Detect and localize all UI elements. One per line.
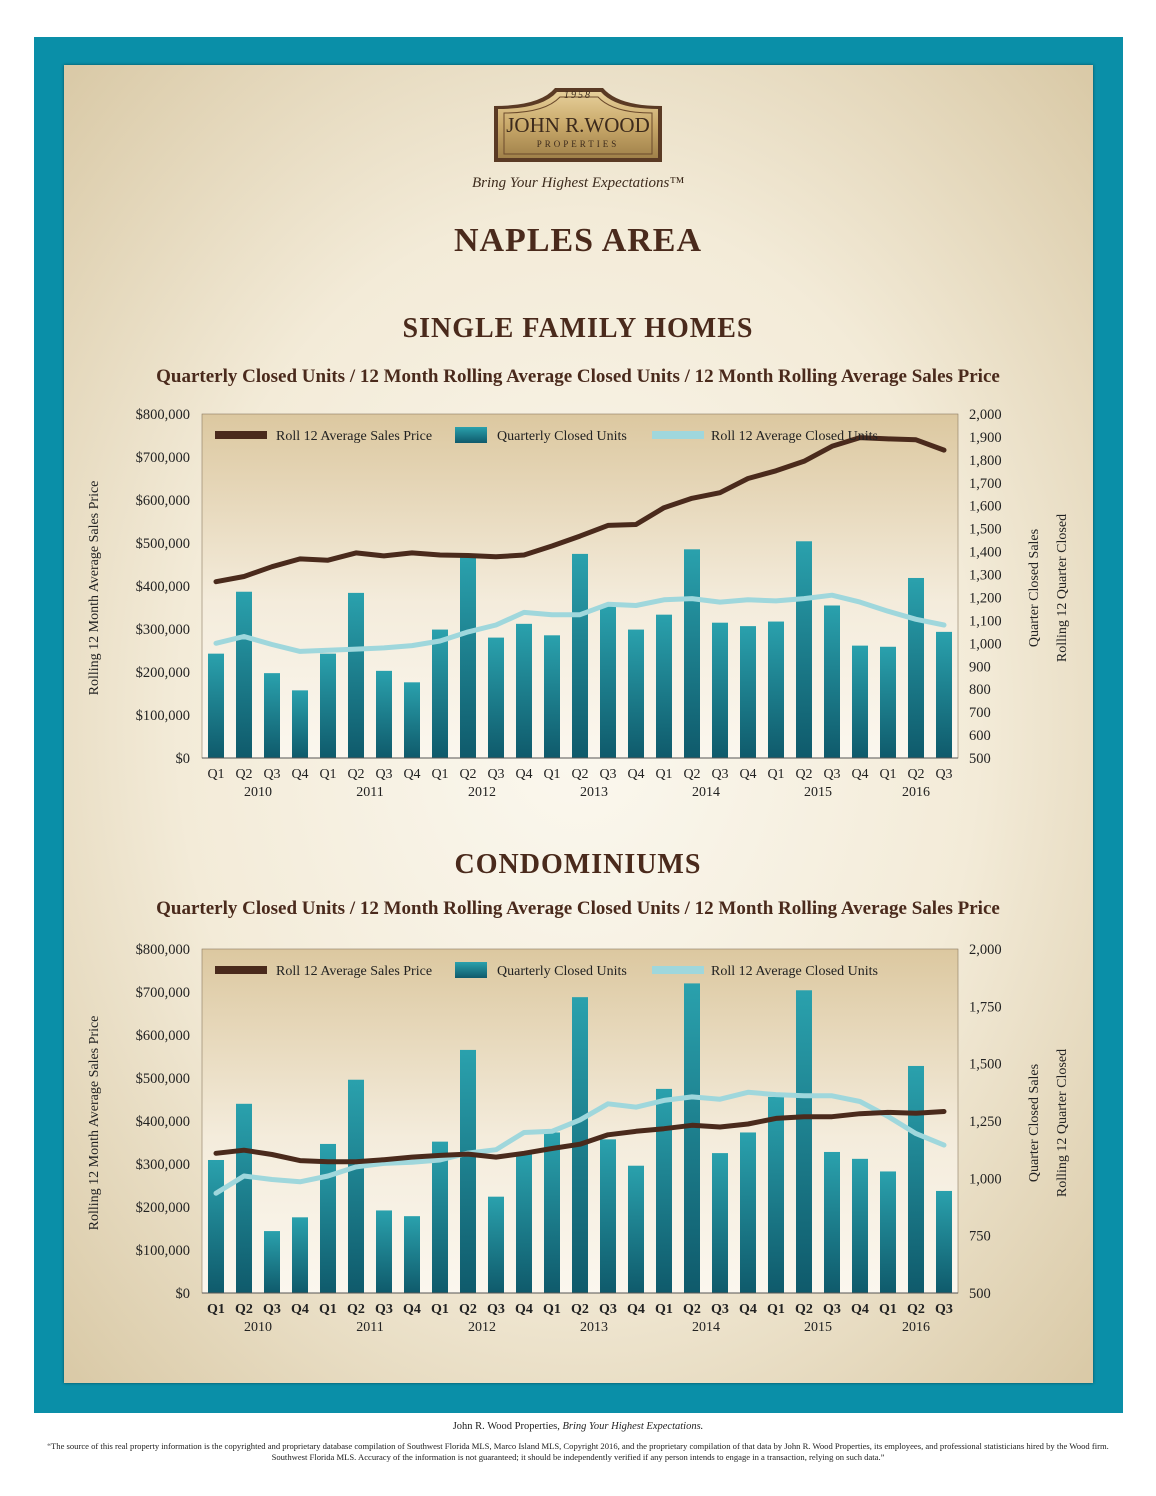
x-tick-quarter: Q4: [739, 1302, 757, 1317]
x-tick-quarter: Q2: [795, 767, 813, 782]
right-tick-label: 1,000: [969, 636, 1002, 653]
x-tick-quarter: Q3: [823, 1302, 841, 1317]
x-tick-year: 2015: [804, 785, 832, 800]
x-tick-quarter: Q3: [935, 1302, 953, 1317]
bar-quarterly-closed-units: [880, 647, 896, 758]
x-tick-quarter: Q4: [739, 767, 757, 782]
left-tick-label: $100,000: [135, 708, 190, 724]
chart-single-family: [0, 400, 1156, 805]
bar-quarterly-closed-units: [488, 1197, 504, 1293]
x-tick-quarter: Q3: [263, 767, 281, 782]
x-tick-quarter: Q2: [683, 1302, 701, 1317]
x-tick-quarter: Q1: [655, 767, 673, 782]
bar-quarterly-closed-units: [376, 671, 392, 758]
tagline: Bring Your Highest Expectations™: [471, 175, 685, 191]
bar-quarterly-closed-units: [796, 541, 812, 758]
bar-quarterly-closed-units: [908, 1066, 924, 1293]
x-tick-quarter: Q3: [599, 767, 617, 782]
left-tick-label: $500,000: [135, 1071, 190, 1087]
x-tick-quarter: Q2: [235, 1302, 253, 1317]
x-tick-quarter: Q2: [459, 767, 477, 782]
x-tick-quarter: Q3: [487, 767, 505, 782]
y-axis-title-right-1: Quarter Closed Sales: [1027, 528, 1042, 648]
x-tick-quarter: Q1: [767, 1302, 785, 1317]
x-tick-year: 2014: [692, 785, 720, 800]
x-tick-quarter: Q2: [571, 767, 589, 782]
bar-quarterly-closed-units: [656, 615, 672, 758]
bar-quarterly-closed-units: [712, 623, 728, 758]
bar-quarterly-closed-units: [432, 630, 448, 758]
bar-quarterly-closed-units: [544, 635, 560, 758]
x-tick-quarter: Q4: [403, 767, 421, 782]
x-tick-quarter: Q2: [907, 1302, 925, 1317]
bar-quarterly-closed-units: [208, 1160, 224, 1293]
x-tick-quarter: Q3: [599, 1302, 617, 1317]
y-axis-title-right-2: Rolling 12 Quarter Closed: [1055, 1048, 1070, 1198]
bar-quarterly-closed-units: [404, 1216, 420, 1293]
y-axis-title-left: Rolling 12 Month Average Sales Price: [87, 1015, 102, 1231]
bar-quarterly-closed-units: [516, 1153, 532, 1293]
x-tick-quarter: Q1: [431, 1302, 449, 1317]
x-tick-quarter: Q2: [235, 767, 253, 782]
x-tick-quarter: Q2: [795, 1302, 813, 1317]
bar-quarterly-closed-units: [320, 654, 336, 758]
bar-quarterly-closed-units: [236, 1104, 252, 1293]
bar-quarterly-closed-units: [852, 1159, 868, 1293]
bar-quarterly-closed-units: [460, 1050, 476, 1293]
right-tick-label: 500: [969, 751, 991, 767]
y-axis-title-left: Rolling 12 Month Average Sales Price: [87, 480, 102, 696]
x-tick-quarter: Q1: [767, 767, 785, 782]
x-tick-quarter: Q1: [879, 767, 897, 782]
footer-disclaimer: “The source of this real property information is the copyrighted and proprietary database compilation of Southwest Florida MLS, Marco Island MLS, Copyright 2016, and the proprietary compilation of that data by John R. Wood Properties, its employees, and professional statisticians hired by the Wood firm. Southwest Florida MLS. Accuracy of the information is not guaranteed; it should be independently verified if any person intends to engage in a transaction, relying on such data.”: [47, 1441, 1109, 1462]
bar-quarterly-closed-units: [544, 1132, 560, 1293]
right-tick-label: 1,400: [969, 544, 1002, 561]
bar-quarterly-closed-units: [600, 605, 616, 758]
x-tick-quarter: Q4: [291, 767, 309, 782]
bar-quarterly-closed-units: [824, 605, 840, 758]
x-tick-quarter: Q4: [403, 1302, 421, 1317]
left-tick-label: $0: [175, 1286, 190, 1302]
right-tick-label: 1,800: [969, 452, 1002, 469]
x-tick-year: 2013: [580, 1320, 608, 1335]
x-tick-quarter: Q4: [851, 1302, 869, 1317]
bar-quarterly-closed-units: [516, 624, 532, 758]
x-tick-quarter: Q1: [319, 767, 337, 782]
left-tick-label: $500,000: [135, 536, 190, 552]
bar-quarterly-closed-units: [768, 622, 784, 758]
x-tick-quarter: Q2: [907, 767, 925, 782]
legend: [215, 427, 878, 444]
x-tick-quarter: Q1: [319, 1302, 337, 1317]
bar-quarterly-closed-units: [600, 1139, 616, 1293]
left-tick-label: $400,000: [135, 1114, 190, 1130]
legend: [215, 962, 878, 979]
bar-quarterly-closed-units: [824, 1152, 840, 1293]
left-tick-label: $800,000: [135, 407, 190, 423]
x-tick-quarter: Q4: [627, 767, 645, 782]
x-tick-year: 2012: [468, 785, 496, 800]
bar-quarterly-closed-units: [740, 1132, 756, 1293]
x-tick-year: 2011: [356, 1320, 384, 1335]
legend-label-roll-units: Roll 12 Average Closed Units: [711, 964, 878, 979]
chart-condominiums: [0, 935, 1156, 1340]
right-tick-label: 1,250: [969, 1114, 1002, 1130]
left-tick-label: $0: [175, 751, 190, 767]
x-tick-year: 2015: [804, 1320, 832, 1335]
x-tick-quarter: Q2: [347, 1302, 365, 1317]
x-tick-quarter: Q2: [347, 767, 365, 782]
logo-sub: PROPERTIES: [536, 139, 620, 149]
bar-quarterly-closed-units: [768, 1097, 784, 1293]
right-tick-label: 1,700: [969, 475, 1002, 492]
legend-label-roll-units: Roll 12 Average Closed Units: [711, 429, 878, 444]
right-tick-label: 1,750: [969, 999, 1002, 1016]
x-tick-year: 2012: [468, 1320, 496, 1335]
right-tick-label: 1,200: [969, 590, 1002, 607]
bar-quarterly-closed-units: [208, 654, 224, 758]
bar-quarterly-closed-units: [628, 1166, 644, 1293]
bar-quarterly-closed-units: [684, 549, 700, 758]
x-tick-year: 2014: [692, 1320, 720, 1335]
legend-swatch-units: [455, 962, 487, 978]
left-tick-label: $200,000: [135, 665, 190, 681]
legend-label-price: Roll 12 Average Sales Price: [276, 964, 433, 979]
x-tick-quarter: Q4: [851, 767, 869, 782]
bar-quarterly-closed-units: [320, 1144, 336, 1293]
x-tick-year: 2016: [902, 1320, 930, 1335]
x-tick-quarter: Q1: [431, 767, 449, 782]
bar-quarterly-closed-units: [936, 632, 952, 758]
bar-quarterly-closed-units: [292, 1217, 308, 1293]
left-tick-label: $200,000: [135, 1200, 190, 1216]
x-tick-quarter: Q2: [571, 1302, 589, 1317]
right-tick-label: 750: [969, 1228, 991, 1245]
right-tick-label: 700: [969, 705, 991, 722]
right-tick-label: 600: [969, 728, 991, 745]
bar-quarterly-closed-units: [740, 626, 756, 758]
left-tick-label: $300,000: [135, 1157, 190, 1173]
y-axis-title-right-2: Rolling 12 Quarter Closed: [1055, 513, 1070, 663]
bar-quarterly-closed-units: [292, 690, 308, 758]
legend-swatch-units: [455, 427, 487, 443]
chart-1-title: SINGLE FAMILY HOMES: [402, 313, 754, 344]
x-tick-quarter: Q4: [291, 1302, 309, 1317]
page-title: NAPLES AREA: [453, 222, 703, 259]
x-tick-year: 2016: [902, 785, 930, 800]
x-tick-quarter: Q3: [711, 1302, 729, 1317]
right-tick-label: 1,300: [969, 567, 1002, 584]
bar-quarterly-closed-units: [432, 1142, 448, 1293]
x-tick-quarter: Q1: [207, 767, 225, 782]
right-tick-label: 800: [969, 682, 991, 699]
x-tick-quarter: Q2: [459, 1302, 477, 1317]
bar-quarterly-closed-units: [712, 1153, 728, 1293]
x-tick-quarter: Q3: [375, 767, 393, 782]
footer-line: [0, 1421, 1156, 1432]
bar-quarterly-closed-units: [936, 1191, 952, 1293]
x-tick-year: 2013: [580, 785, 608, 800]
legend-label-units: Quarterly Closed Units: [497, 429, 627, 444]
bar-quarterly-closed-units: [236, 592, 252, 758]
logo-year: 1958: [564, 90, 592, 101]
right-tick-label: 900: [969, 659, 991, 676]
x-tick-quarter: Q2: [683, 767, 701, 782]
left-tick-label: $100,000: [135, 1243, 190, 1259]
x-tick-quarter: Q4: [627, 1302, 645, 1317]
bar-quarterly-closed-units: [404, 682, 420, 758]
left-tick-label: $400,000: [135, 579, 190, 595]
right-tick-label: 2,000: [969, 942, 1002, 958]
bar-quarterly-closed-units: [348, 593, 364, 758]
legend-swatch-roll-units: [652, 431, 704, 439]
bar-quarterly-closed-units: [460, 557, 476, 758]
x-tick-year: 2010: [244, 1320, 272, 1335]
footer-tagline: Bring Your Highest Expectations.: [562, 1421, 704, 1432]
x-tick-year: 2010: [244, 785, 272, 800]
x-tick-quarter: Q1: [207, 1302, 225, 1317]
x-tick-quarter: Q3: [375, 1302, 393, 1317]
legend-swatch-roll-units: [652, 966, 704, 974]
bar-quarterly-closed-units: [376, 1210, 392, 1293]
bar-quarterly-closed-units: [628, 630, 644, 758]
bar-quarterly-closed-units: [572, 554, 588, 758]
left-tick-label: $700,000: [135, 450, 190, 466]
bar-quarterly-closed-units: [488, 638, 504, 758]
bar-quarterly-closed-units: [264, 673, 280, 758]
right-tick-label: 1,000: [969, 1171, 1002, 1188]
left-tick-label: $300,000: [135, 622, 190, 638]
footer-company: John R. Wood Properties,: [452, 1421, 560, 1432]
x-tick-quarter: Q1: [655, 1302, 673, 1317]
x-tick-quarter: Q1: [879, 1302, 897, 1317]
bar-quarterly-closed-units: [348, 1080, 364, 1293]
legend-label-price: Roll 12 Average Sales Price: [276, 429, 433, 444]
x-tick-quarter: Q4: [515, 767, 533, 782]
legend-swatch-price: [215, 966, 267, 974]
x-tick-quarter: Q3: [711, 767, 729, 782]
left-tick-label: $600,000: [135, 1028, 190, 1044]
bar-quarterly-closed-units: [908, 578, 924, 758]
y-axis-title-right-1: Quarter Closed Sales: [1027, 1063, 1042, 1183]
bar-quarterly-closed-units: [264, 1231, 280, 1293]
bar-quarterly-closed-units: [880, 1171, 896, 1293]
x-tick-quarter: Q1: [543, 767, 561, 782]
x-tick-quarter: Q3: [935, 767, 953, 782]
right-tick-label: 2,000: [969, 407, 1002, 423]
left-tick-label: $800,000: [135, 942, 190, 958]
right-tick-label: 1,900: [969, 429, 1002, 446]
legend-swatch-price: [215, 431, 267, 439]
right-tick-label: 1,600: [969, 498, 1002, 515]
x-tick-quarter: Q3: [823, 767, 841, 782]
logo-name: JOHN R.WOOD: [506, 113, 650, 137]
legend-label-units: Quarterly Closed Units: [497, 964, 627, 979]
chart-2-title: CONDOMINIUMS: [454, 849, 702, 880]
bar-quarterly-closed-units: [796, 990, 812, 1293]
bar-quarterly-closed-units: [684, 983, 700, 1293]
chart-2-subtitle: Quarterly Closed Units / 12 Month Rolling Average Closed Units / 12 Month Rolling Average Sales Price: [156, 898, 1000, 919]
x-tick-year: 2011: [356, 785, 384, 800]
right-tick-label: 500: [969, 1286, 991, 1302]
right-tick-label: 1,500: [969, 521, 1002, 538]
x-tick-quarter: Q3: [263, 1302, 281, 1317]
right-tick-label: 1,500: [969, 1056, 1002, 1073]
bar-quarterly-closed-units: [852, 646, 868, 758]
x-tick-quarter: Q1: [543, 1302, 561, 1317]
bar-quarterly-closed-units: [656, 1089, 672, 1293]
x-tick-quarter: Q3: [487, 1302, 505, 1317]
left-tick-label: $700,000: [135, 985, 190, 1001]
chart-1-subtitle: Quarterly Closed Units / 12 Month Rolling Average Closed Units / 12 Month Rolling Average Sales Price: [156, 366, 1000, 387]
right-tick-label: 1,100: [969, 613, 1002, 630]
x-tick-quarter: Q4: [515, 1302, 533, 1317]
left-tick-label: $600,000: [135, 493, 190, 509]
